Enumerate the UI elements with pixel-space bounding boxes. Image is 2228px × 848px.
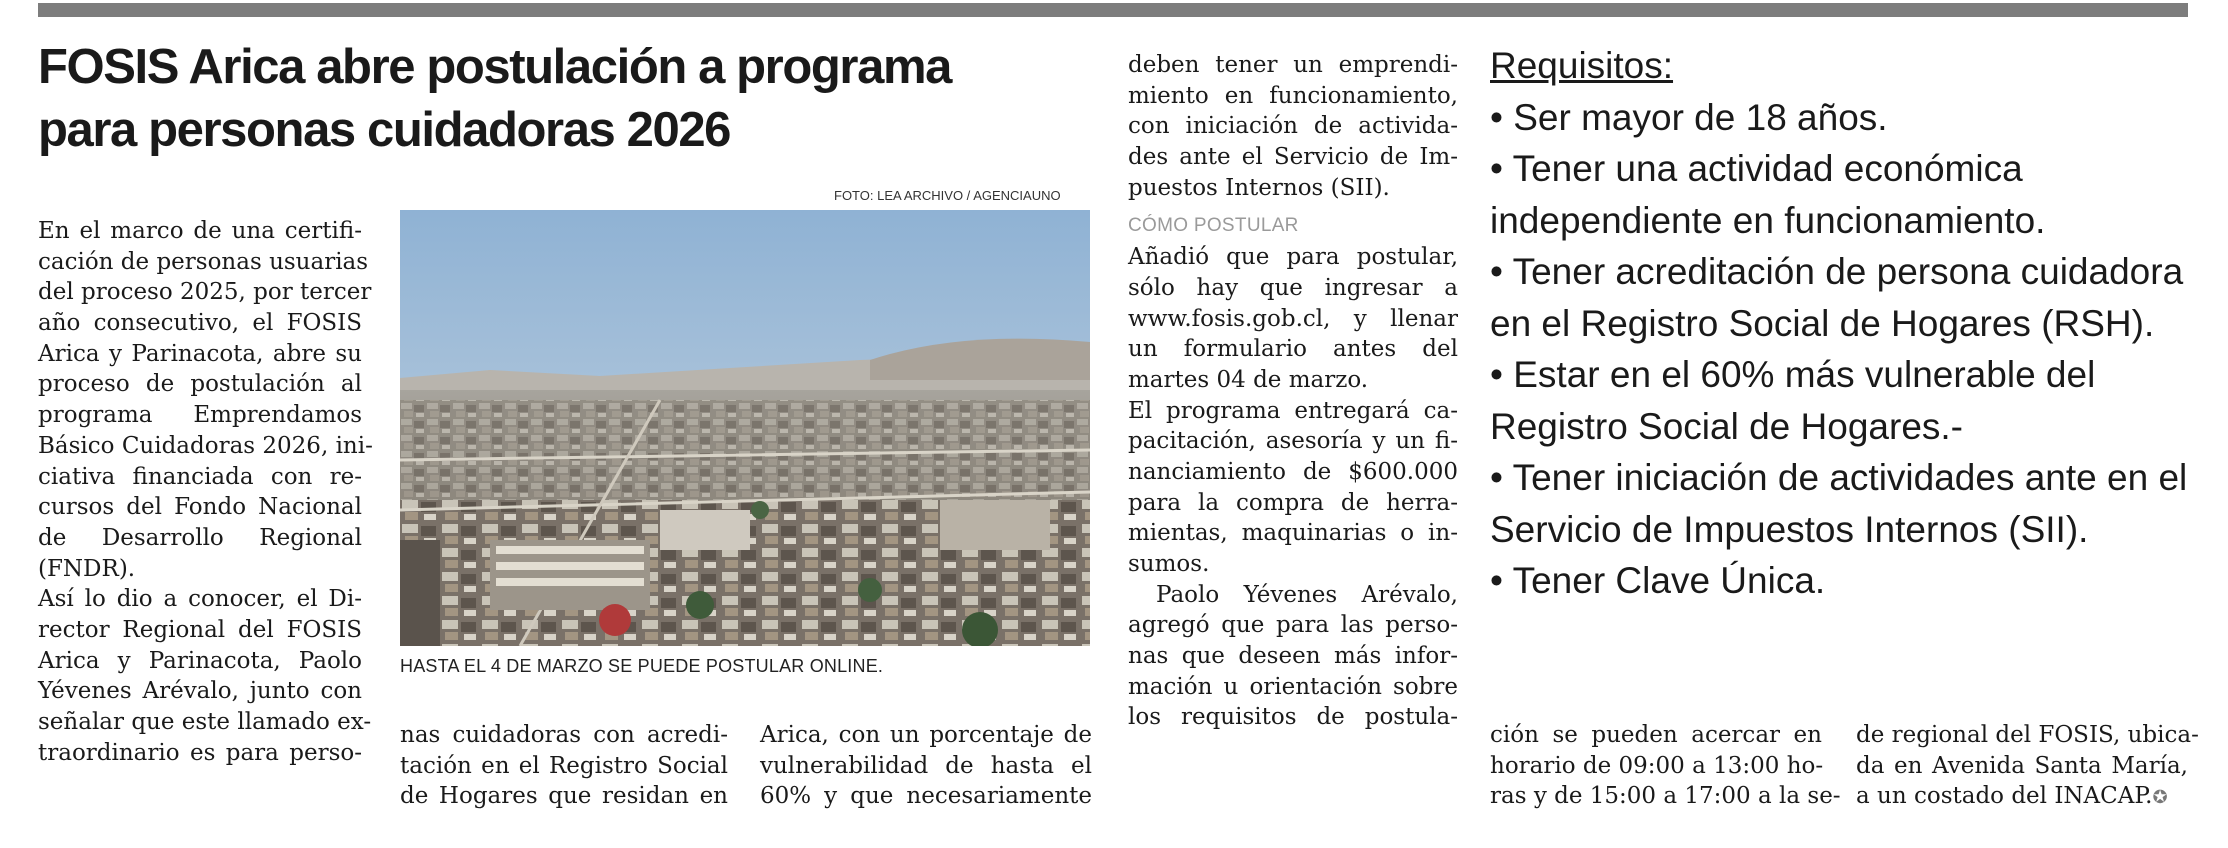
requirement-item bbox=[1490, 349, 2210, 452]
article-column-4 bbox=[1128, 50, 1458, 733]
text-line: Arica, con un porcentaje de bbox=[760, 722, 1092, 748]
text-line: Así lo dio a conocer, el Di- bbox=[38, 586, 362, 613]
text-line: los requisitos de postula- bbox=[1128, 704, 1458, 731]
text-line: El programa entregará ca- bbox=[1128, 397, 1458, 424]
text-line: Básico Cuidadoras 2026, ini- bbox=[38, 432, 373, 459]
text-line: tación en el Registro Social bbox=[400, 752, 728, 779]
text-line: para la compra de herra- bbox=[1128, 489, 1458, 516]
text-line: sumos. bbox=[1128, 551, 1210, 577]
text-line: da en Avenida Santa María, bbox=[1856, 752, 2188, 779]
text-line: proceso de postulación al bbox=[38, 371, 362, 398]
text-line: con iniciación de activida- bbox=[1128, 113, 1458, 140]
text-line: vulnerabilidad de hasta el bbox=[760, 752, 1092, 779]
text-line: horario de 09:00 a 13:00 ho- bbox=[1490, 752, 1824, 779]
requirement-item bbox=[1490, 92, 2210, 144]
headline bbox=[38, 36, 1098, 162]
bullet: • bbox=[1490, 148, 1503, 189]
end-mark-icon: ✪ bbox=[2152, 787, 2168, 809]
photo-caption: HASTA EL 4 DE MARZO SE PUEDE POSTULAR ONLINE. bbox=[400, 656, 884, 676]
text-line bbox=[1856, 781, 2188, 812]
text-line: deben tener un emprendi- bbox=[1128, 52, 1458, 78]
section-subhead: CÓMO POSTULAR bbox=[1128, 215, 1299, 237]
bullet: • bbox=[1490, 457, 1503, 498]
text-line: mientas, maquinarias o in- bbox=[1128, 520, 1458, 547]
text-line: nas que deseen más infor- bbox=[1128, 643, 1458, 670]
text-line: de Desarrollo Regional bbox=[38, 524, 362, 551]
text-line: Añadió que para postular, bbox=[1128, 244, 1458, 271]
text-line: programa Emprendamos bbox=[38, 402, 362, 429]
text-line: ras y de 15:00 a 17:00 a la se- bbox=[1490, 783, 1841, 810]
bullet: • bbox=[1490, 560, 1503, 601]
text-line: de regional del FOSIS, ubica- bbox=[1856, 722, 2199, 748]
city-photo bbox=[400, 210, 1090, 646]
top-rule bbox=[38, 3, 2188, 17]
requirement-item bbox=[1490, 246, 2210, 349]
text-line: Yévenes Arévalo, junto con bbox=[38, 678, 362, 705]
text-line: señalar que este llamado ex- bbox=[38, 709, 372, 735]
text-line: año consecutivo, el FOSIS bbox=[38, 310, 362, 337]
bullet: • bbox=[1490, 96, 1503, 138]
text-line: sólo hay que ingresar a bbox=[1128, 274, 1458, 301]
photo-credit: FOTO: LEA ARCHIVO / AGENCIAUNO bbox=[834, 188, 1061, 203]
text-line: martes 04 de marzo. bbox=[1128, 366, 1369, 393]
requirement-text: Tener Clave Única. bbox=[1512, 560, 1826, 601]
text-line: www.fosis.gob.cl, y llenar bbox=[1128, 305, 1458, 332]
text-line: del proceso 2025, por tercer bbox=[38, 279, 372, 306]
requirements-title: Requisitos: bbox=[1490, 45, 1674, 86]
requirement-item bbox=[1490, 143, 2210, 246]
text-line: ciativa financiada con re- bbox=[38, 463, 362, 490]
bullet: • bbox=[1490, 354, 1503, 395]
text-line: des ante el Servicio de Im- bbox=[1128, 144, 1458, 171]
requirement-text: Tener acreditación de persona cuidadora en el Registro Social de Hogares (RSH). bbox=[1490, 251, 2184, 344]
text-line: agregó que para las perso- bbox=[1128, 612, 1458, 639]
text-line: puestos Internos (SII). bbox=[1128, 174, 1390, 201]
headline-line: FOSIS Arica abre postulación a programa bbox=[38, 40, 951, 94]
text-line: En el marco de una certifi- bbox=[38, 218, 362, 244]
article-column-2 bbox=[400, 720, 728, 812]
text-line: ción se pueden acercar en bbox=[1490, 722, 1822, 748]
article-column-1 bbox=[38, 216, 373, 768]
text-line: mación u orientación sobre bbox=[1128, 673, 1458, 700]
requirement-text: Estar en el 60% más vulnerable del Registro Social de Hogares.- bbox=[1490, 354, 2096, 447]
text-line: pacitación, asesoría y un fi- bbox=[1128, 428, 1458, 455]
text-line: nas cuidadoras con acredi- bbox=[400, 722, 728, 748]
requirement-item bbox=[1490, 555, 2210, 607]
text-line: nanciamiento de $600.000 bbox=[1128, 458, 1458, 485]
requirement-text: Ser mayor de 18 años. bbox=[1513, 96, 1888, 138]
text-line: Paolo Yévenes Arévalo, bbox=[1156, 581, 1458, 608]
text-line: cursos del Fondo Nacional bbox=[38, 494, 362, 521]
text-line-content: a un costado del INACAP. bbox=[1856, 783, 2153, 810]
requirement-text: Tener una actividad económica independiente en funcionamiento. bbox=[1490, 148, 2046, 241]
text-line: cación de personas usuarias bbox=[38, 248, 369, 275]
bullet: • bbox=[1490, 251, 1503, 292]
requirement-text: Tener iniciación de actividades ante en el Servicio de Impuestos Internos (SII). bbox=[1490, 457, 2188, 550]
requirements-box bbox=[1490, 40, 2210, 607]
article-column-6 bbox=[1856, 720, 2199, 812]
article-column-3 bbox=[760, 720, 1092, 812]
text-line: Arica y Parinacota, Paolo bbox=[38, 647, 362, 674]
text-line: de Hogares que residan en bbox=[400, 783, 728, 810]
text-line: traordinario es para perso- bbox=[38, 739, 362, 766]
article-column-5 bbox=[1490, 720, 1841, 812]
text-line: 60% y que necesariamente bbox=[760, 783, 1092, 810]
text-line: (FNDR). bbox=[38, 555, 136, 582]
text-line: un formulario antes del bbox=[1128, 336, 1458, 363]
text-line: Arica y Parinacota, abre su bbox=[38, 340, 362, 367]
text-line: miento en funcionamiento, bbox=[1128, 82, 1458, 109]
headline-line: para personas cuidadoras 2026 bbox=[38, 103, 731, 157]
requirement-item bbox=[1490, 452, 2210, 555]
text-line: rector Regional del FOSIS bbox=[38, 616, 362, 643]
